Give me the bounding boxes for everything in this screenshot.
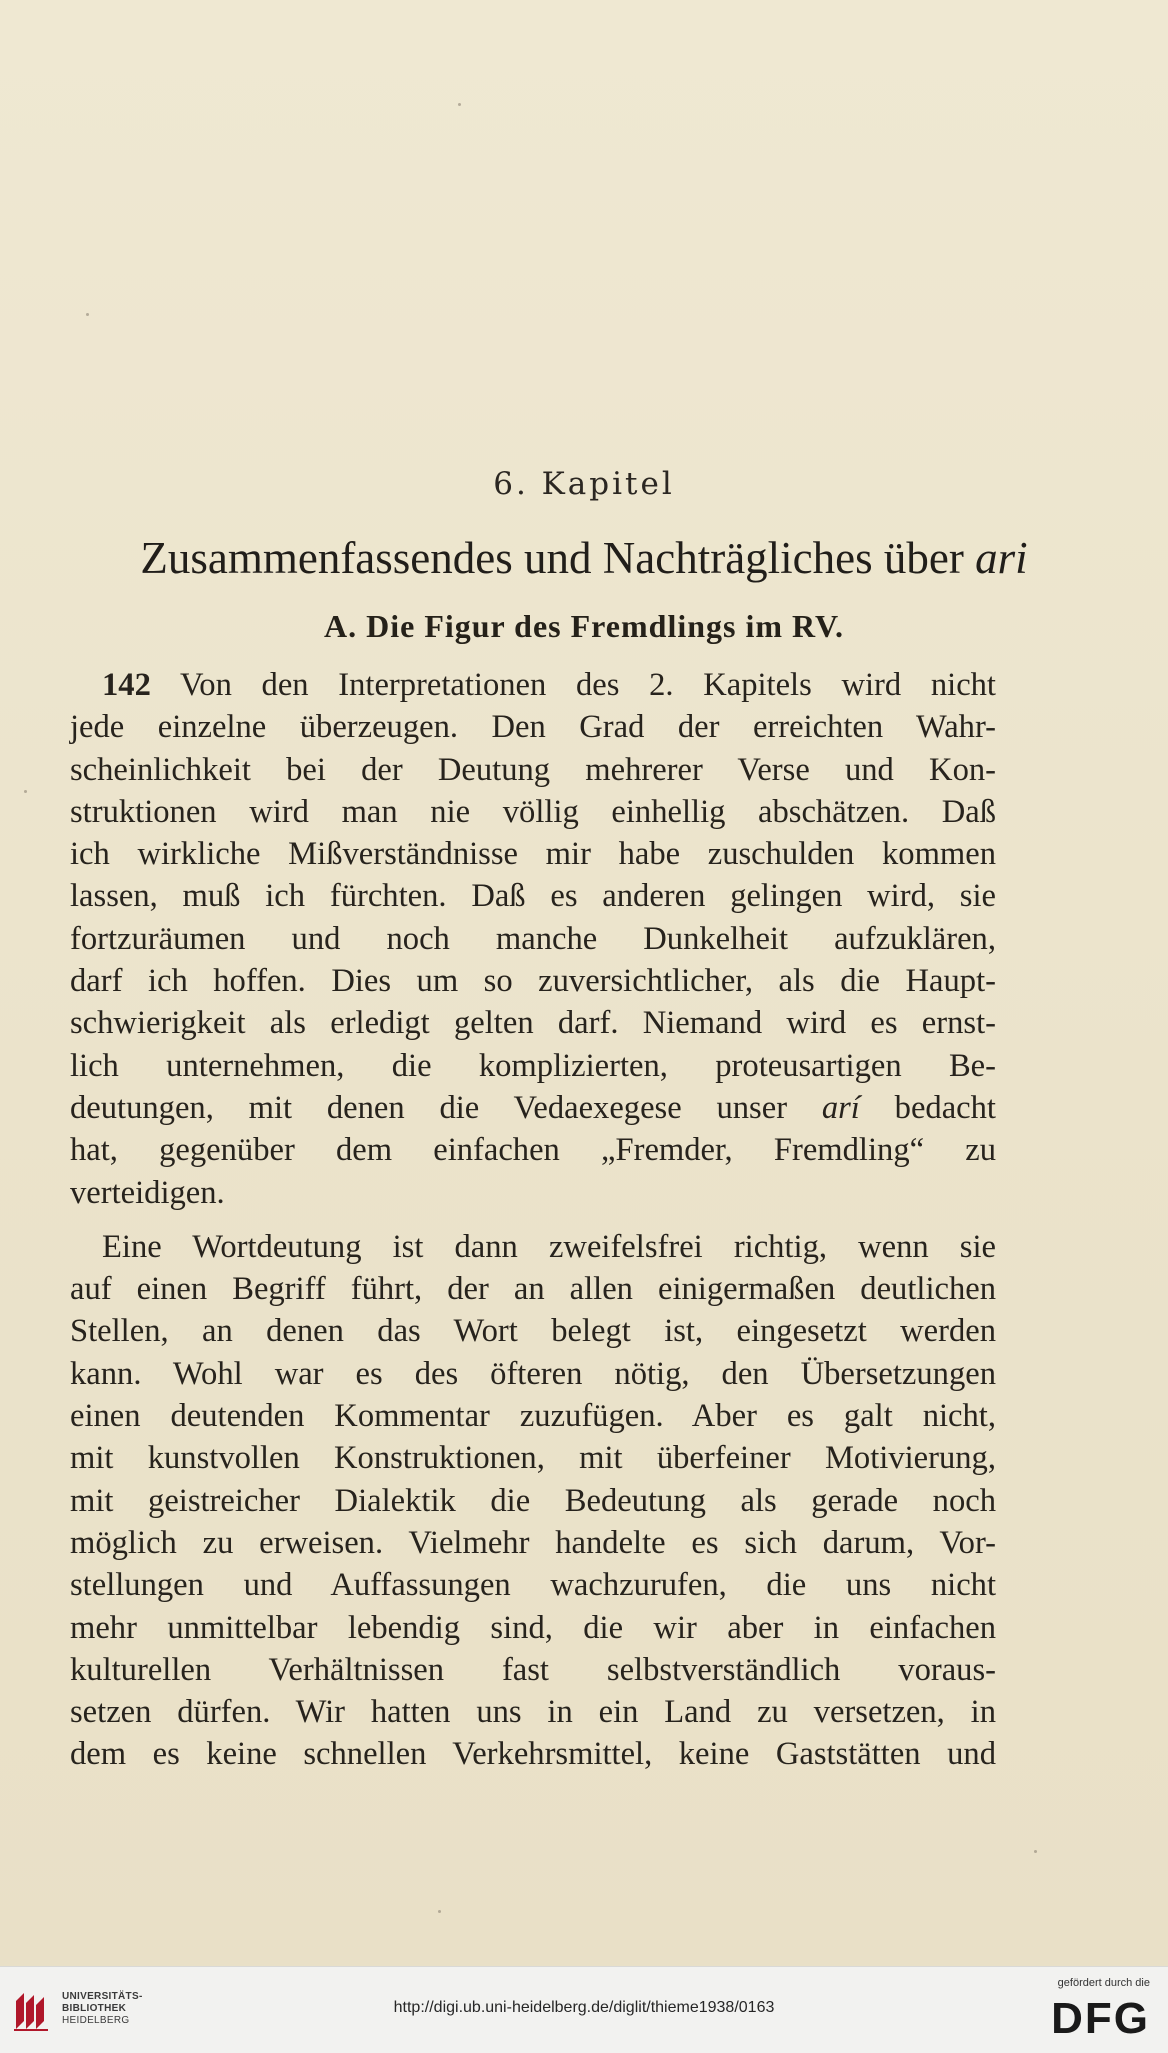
text-line: fortzuräumen und noch manche Dunkelheit aufzuklären, bbox=[70, 920, 996, 957]
text-line: mit geistreicher Dialektik die Bedeutung als gerade noch bbox=[70, 1482, 996, 1519]
text-line: stellungen und Auffassungen wachzurufen, die uns nicht bbox=[70, 1567, 996, 1604]
section-heading: A. Die Figur des Fremdlings im RV. bbox=[324, 608, 844, 644]
text-line: struktionen wird man nie völlig einhellig abschätzen. Daß bbox=[70, 793, 996, 830]
text-line: auf einen Begriff führt, der an allen einigermaßen deutlichen bbox=[70, 1271, 996, 1308]
text-line: schwierigkeit als erledigt gelten darf. Niemand wird es ernst- bbox=[70, 1005, 996, 1042]
paragraph-gap bbox=[70, 1214, 996, 1226]
text-line: setzen dürfen. Wir hatten uns in ein Land zu versetzen, in bbox=[70, 1694, 996, 1731]
body-text bbox=[70, 664, 996, 1776]
text-line: mit kunstvollen Konstruktionen, mit überfeiner Motivierung, bbox=[70, 1440, 996, 1477]
chapter-number: 6. Kapitel bbox=[493, 466, 675, 502]
text-line: ich wirkliche Mißverständnisse mir habe zuschulden kommen bbox=[70, 836, 996, 873]
text-line: verteidigen. bbox=[70, 1174, 225, 1211]
text-line: einen deutenden Kommentar zuzufügen. Aber es galt nicht, bbox=[70, 1398, 996, 1435]
page-speck bbox=[24, 790, 27, 793]
paragraph-2 bbox=[70, 1226, 996, 1776]
text-line: lassen, muß ich fürchten. Daß es anderen gelingen wird, sie bbox=[70, 878, 996, 915]
page-speck bbox=[458, 103, 461, 106]
chapter-title-main: Zusammenfassendes und Nachträgliches über bbox=[140, 533, 964, 583]
text-line: kann. Wohl war es des öfteren nötig, den Übersetzungen bbox=[70, 1355, 996, 1392]
paragraph-number: 142 bbox=[102, 667, 151, 703]
text-line: dem es keine schnellen Verkehrsmittel, keine Gaststätten und bbox=[70, 1736, 996, 1773]
funding-note: gefördert durch die bbox=[1057, 1977, 1150, 1989]
text-line: jede einzelne überzeugen. Den Grad der erreichten Wahr- bbox=[70, 709, 996, 746]
text-line: möglich zu erweisen. Vielmehr handelte es sich darum, Vor- bbox=[70, 1524, 996, 1561]
page-speck bbox=[1034, 1850, 1037, 1853]
library-name: UNIVERSITÄTS- BIBLIOTHEK HEIDELBERG bbox=[62, 1991, 143, 2026]
paragraph-1 bbox=[70, 664, 996, 1214]
text-line: deutungen, mit denen die Vedaexegese unser arí bedacht bbox=[70, 1089, 996, 1126]
text-line: lich unternehmen, die komplizierten, proteusartigen Be- bbox=[70, 1047, 996, 1084]
permalink-url[interactable]: http://digi.ub.uni-heidelberg.de/diglit/thieme1938/0163 bbox=[393, 1999, 775, 2016]
text-line: kulturellen Verhältnissen fast selbstverständlich voraus- bbox=[70, 1651, 996, 1688]
text-line: Stellen, an denen das Wort belegt ist, eingesetzt werden bbox=[70, 1313, 996, 1350]
page-speck bbox=[86, 313, 89, 316]
text-line: scheinlichkeit bei der Deutung mehrerer Verse und Kon- bbox=[70, 751, 996, 788]
chapter-title bbox=[60, 527, 1108, 589]
page-speck bbox=[438, 1910, 441, 1913]
footer-bar bbox=[0, 1966, 1168, 2053]
dfg-logo: DFG bbox=[1051, 1994, 1150, 2043]
text-line: mehr unmittelbar lebendig sind, die wir aber in einfachen bbox=[70, 1609, 996, 1646]
italic-term: arí bbox=[821, 1089, 860, 1126]
text-line: Eine Wortdeutung ist dann zweifelsfrei richtig, wenn sie bbox=[102, 1228, 996, 1265]
text-line: darf ich hoffen. Dies um so zuversichtlicher, als die Haupt- bbox=[70, 963, 996, 1000]
chapter-title-term: ari bbox=[975, 533, 1028, 583]
text-line: hat, gegenüber dem einfachen „Fremder, Fremdling“ zu bbox=[70, 1132, 996, 1169]
text-line: 142 Von den Interpretationen des 2. Kapitels wird nicht bbox=[102, 667, 996, 703]
